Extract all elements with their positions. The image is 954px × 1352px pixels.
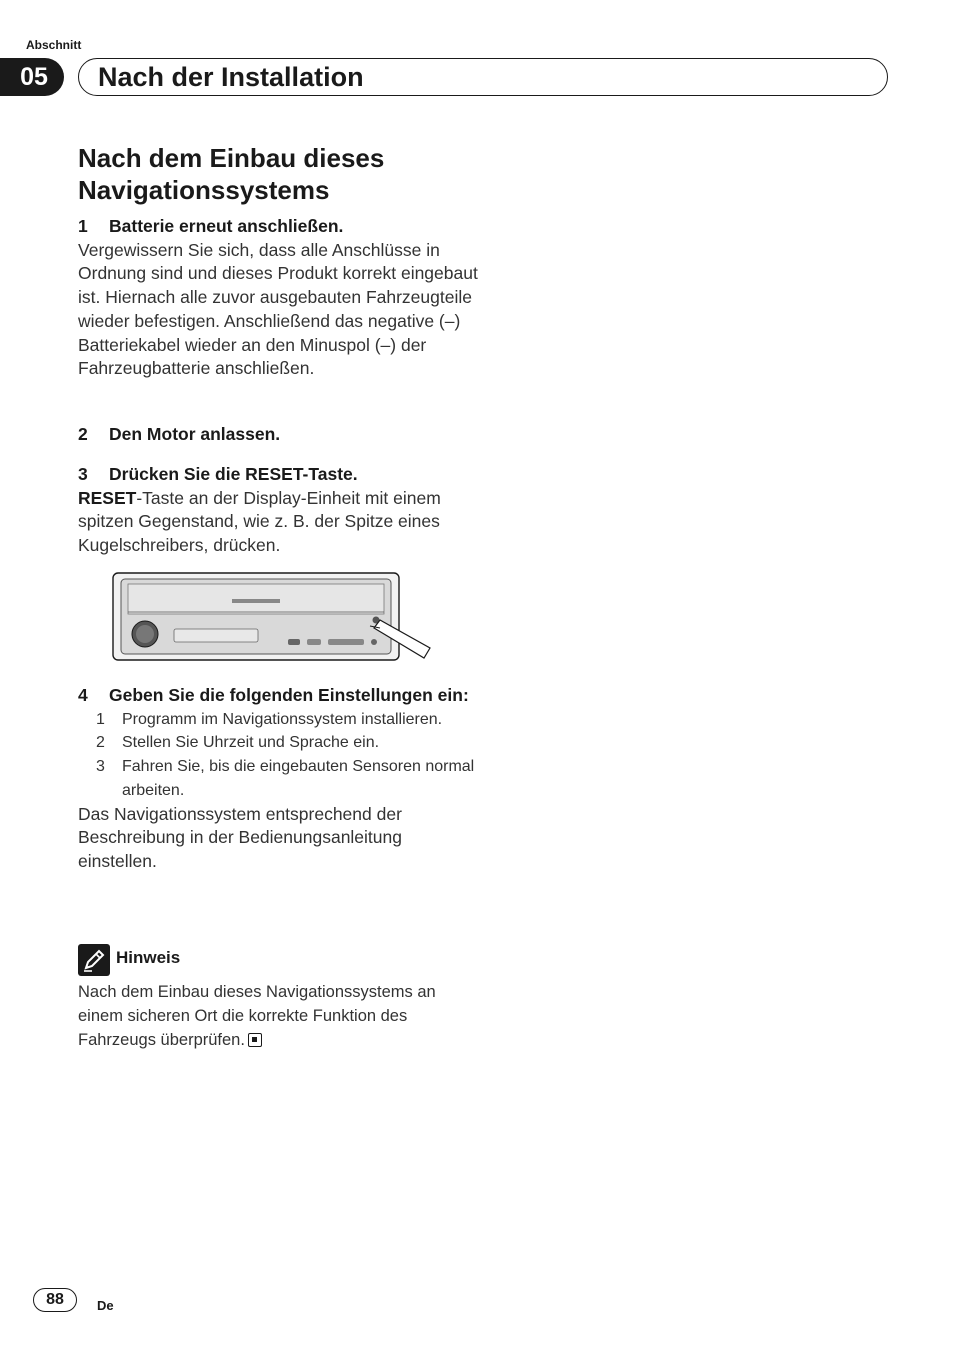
- step-1: [78, 215, 478, 381]
- note-pencil-icon: [78, 944, 110, 976]
- list-item: [78, 708, 478, 732]
- step-4-number: 4: [78, 685, 88, 705]
- note-text: [78, 980, 468, 1052]
- language-code: De: [97, 1298, 114, 1313]
- section-title: Nach der Installation: [98, 62, 364, 92]
- reset-keyword: RESET: [78, 487, 137, 508]
- step-1-number: 1: [78, 216, 88, 236]
- list-item-number: 2: [96, 734, 105, 752]
- step-1-title-text: Batterie erneut anschließen.: [109, 216, 344, 236]
- step-2-number: 2: [78, 424, 88, 444]
- step-3-title: [78, 463, 478, 487]
- step-4-body: Das Navigationssystem entsprechend der Beschreibung in der Bedienungsanleitung einstellen.: [78, 803, 402, 871]
- list-item-number: 1: [96, 710, 105, 728]
- page-heading: Nach dem Einbau dieses Navigationssystems: [78, 143, 385, 205]
- note-title: Hinweis: [116, 948, 181, 967]
- list-item-text: Fahren Sie, bis die eingebauten Sensoren normal arbeiten.: [122, 758, 475, 799]
- step-3-body: [78, 487, 478, 558]
- step-3-number: 3: [78, 464, 88, 484]
- step-2-title: [78, 423, 478, 447]
- list-item: [78, 755, 478, 802]
- step-2: [78, 423, 478, 447]
- display-unit-illustration: [112, 572, 432, 664]
- step-4-title: [78, 684, 478, 708]
- section-label: Abschnitt: [26, 38, 82, 52]
- note-text-body: Nach dem Einbau dieses Navigationssystems an einem sicheren Ort die korrekte Funktion des Fahrzeugs überprüfen.: [78, 983, 436, 1049]
- step-1-title: [78, 215, 478, 239]
- list-item: [78, 731, 478, 755]
- list-item-number: 3: [96, 758, 105, 776]
- section-number-badge: 05: [0, 58, 64, 96]
- page-number: 88: [33, 1288, 77, 1312]
- step-4: [78, 684, 478, 874]
- step-3-title-text: Drücken Sie die RESET-Taste.: [109, 464, 358, 484]
- end-stop-icon: [248, 1033, 262, 1047]
- step-3-body-text: -Taste an der Display-Einheit mit einem spitzen Gegenstand, wie z. B. der Spitze eines Kugelschreibers, drücken.: [78, 487, 441, 556]
- step-3: [78, 463, 478, 558]
- step-4-title-text: Geben Sie die folgenden Einstellungen ein:: [109, 685, 469, 705]
- list-item-text: Stellen Sie Uhrzeit und Sprache ein.: [122, 734, 380, 752]
- step-4-sublist: [78, 708, 478, 803]
- step-1-body: Vergewissern Sie sich, dass alle Anschlüsse in Ordnung sind und dieses Produkt korrekt eingebaut ist. Hiernach alle zuvor ausgebauten Fahrzeugteile wieder befestigen. Anschließend das negative (–) Batteriekabel wieder an den Minuspol (–) der Fahrzeugbatterie anschließen.: [78, 239, 478, 379]
- list-item-text: Programm im Navigationssystem installieren.: [122, 710, 443, 728]
- step-2-title-text: Den Motor anlassen.: [109, 424, 281, 444]
